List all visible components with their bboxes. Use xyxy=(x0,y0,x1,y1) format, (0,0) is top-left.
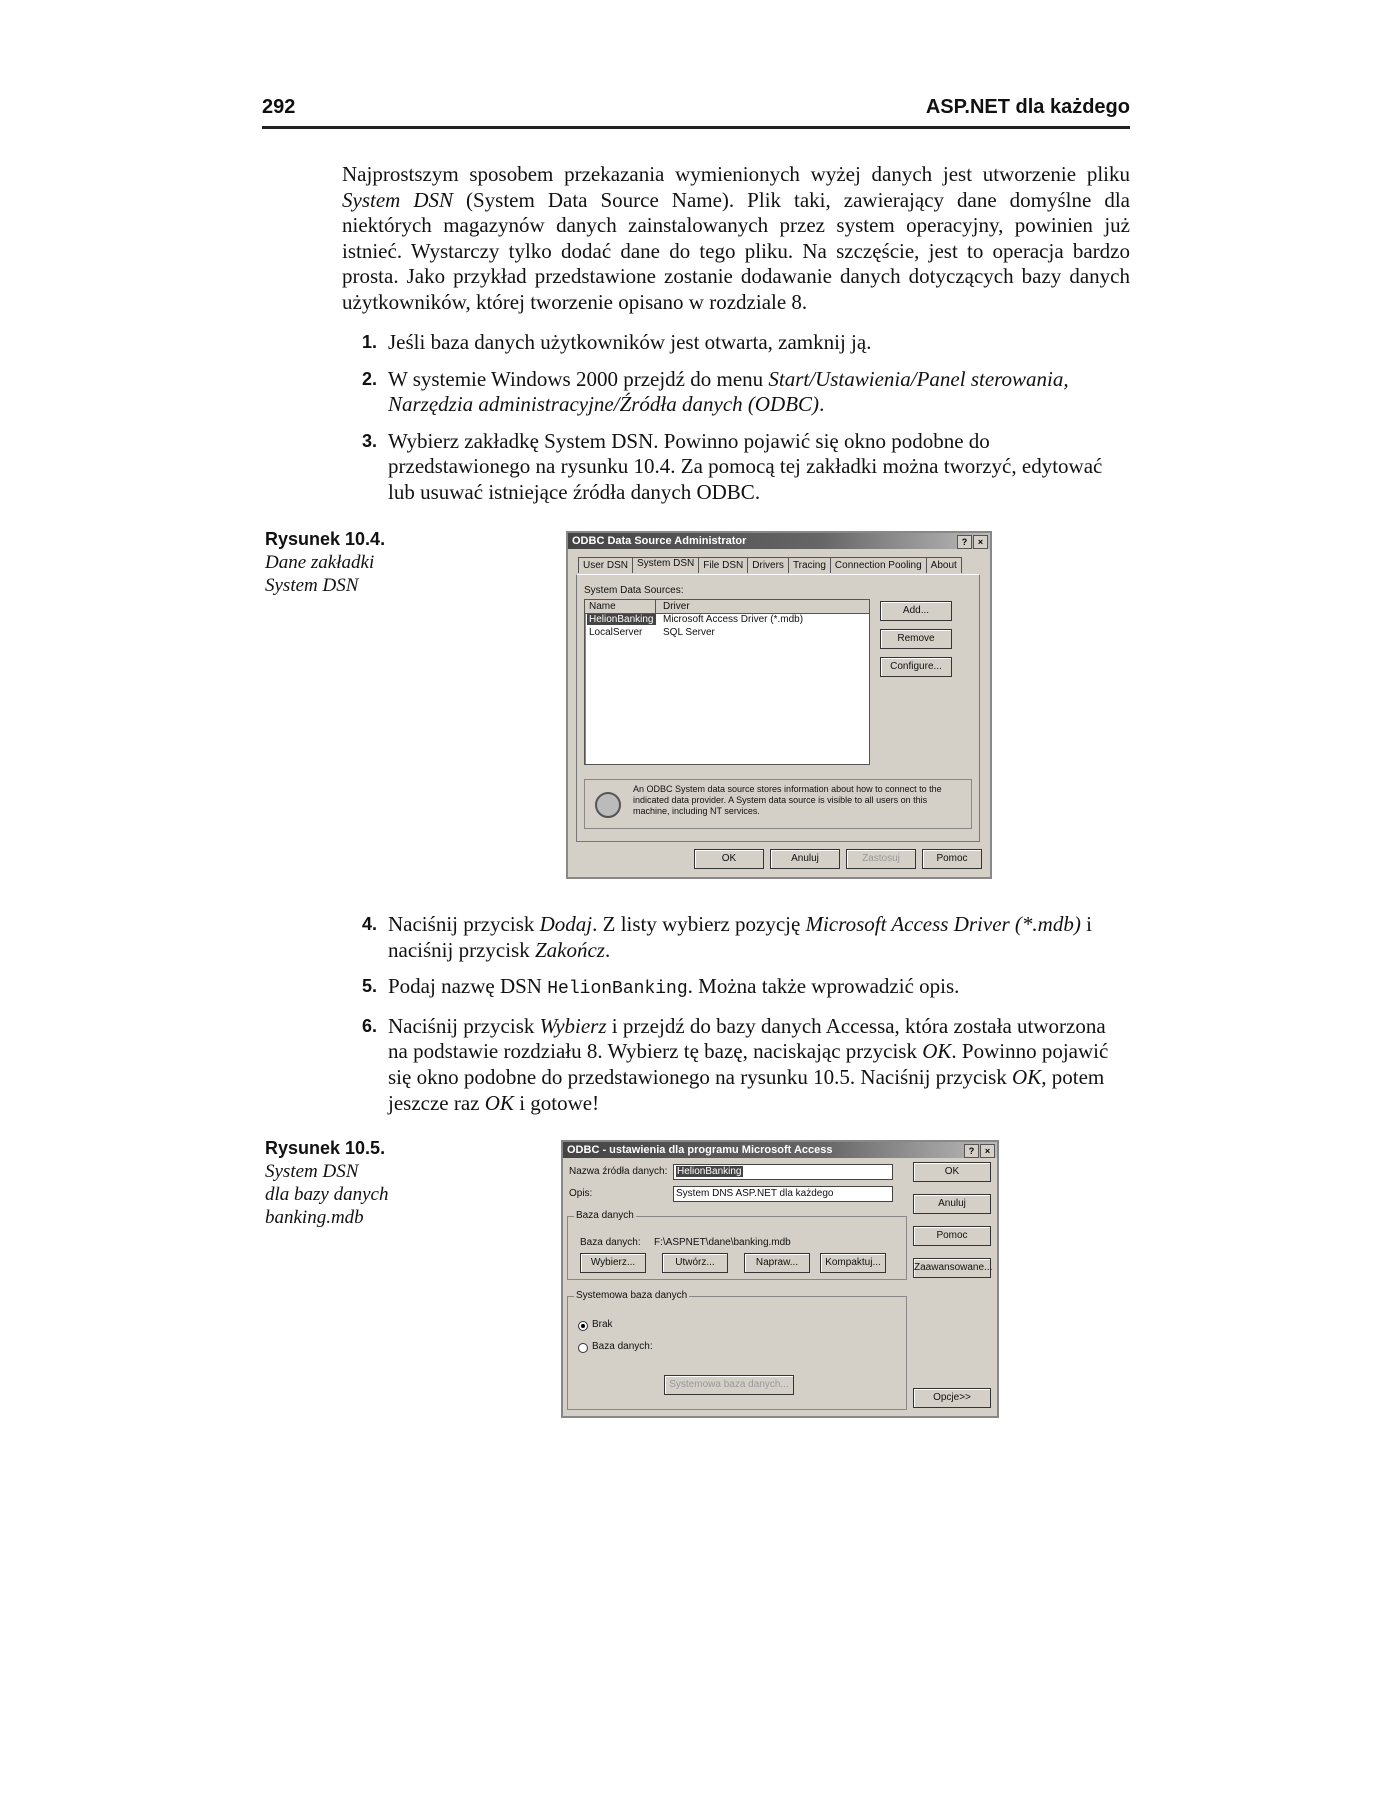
database-path: F:\ASPNET\dane\banking.mdb xyxy=(654,1237,791,1248)
running-header xyxy=(262,96,1130,129)
list-item[interactable]: HelionBanking Microsoft Access Driver (*.mdb) xyxy=(589,614,804,625)
tab-drivers[interactable]: Drivers xyxy=(747,557,789,573)
database-group: Baza danych Baza danych: F:\ASPNET\dane\banking.mdb Wybierz... Utwórz... Napraw... Kompaktuj... xyxy=(567,1216,907,1280)
data-source-name-label: Nazwa źródła danych: xyxy=(569,1166,668,1177)
info-box: An ODBC System data source stores information about how to connect to the indicated data provider. A System data source is visible to all users on this machine, including NT services. xyxy=(584,779,972,829)
cancel-button[interactable]: Anuluj xyxy=(770,849,840,869)
cancel-button[interactable]: Anuluj xyxy=(913,1194,991,1214)
book-title: ASP.NET dla każdego xyxy=(925,96,1130,118)
ok-button[interactable]: OK xyxy=(694,849,764,869)
close-icon[interactable]: × xyxy=(980,1144,995,1158)
page-number: 292 xyxy=(262,96,296,118)
help-button[interactable]: Pomoc xyxy=(922,849,982,869)
list-header xyxy=(585,600,869,614)
options-button[interactable]: Opcje>> xyxy=(913,1388,991,1408)
tab-user-dsn[interactable]: User DSN xyxy=(578,557,633,573)
tab-strip xyxy=(578,557,961,575)
help-icon[interactable]: ? xyxy=(957,535,972,549)
step-item: 1. Jeśli baza danych użytkowników jest otwarta, zamknij ją. xyxy=(362,330,872,354)
step-item: 4. Naciśnij przycisk Dodaj. Z listy wybierz pozycję Microsoft Access Driver (*.mdb) i naciśnij przycisk Zakończ. xyxy=(362,912,1092,962)
steps-list-2 xyxy=(362,912,1122,1127)
radio-none[interactable] xyxy=(578,1321,588,1331)
figure-caption-10-4: Rysunek 10.4. Dane zakładki System DSN xyxy=(265,529,386,596)
help-icon[interactable]: ? xyxy=(964,1144,979,1158)
tab-about[interactable]: About xyxy=(926,557,962,573)
tab-tracing[interactable]: Tracing xyxy=(788,557,831,573)
step-item: 5. Podaj nazwę DSN HelionBanking. Można także wprowadzić opis. xyxy=(362,974,960,1000)
system-database-group: Systemowa baza danych Brak Baza danych: Systemowa baza danych... xyxy=(567,1296,907,1410)
step-item: 6. Naciśnij przycisk Wybierz i przejdź do bazy danych Accessa, która została utworzona na podstawie rozdziału 8. Wybierz tę bazę, naciskając przycisk OK. Powinno pojawić się okno podobne do przedstawionego na rysunku 10.5. Naciśnij przycisk OK, potem jeszcze raz OK i gotowe! xyxy=(362,1013,1109,1115)
dialog-titlebar: ODBC Data Source Administrator ? × xyxy=(568,533,990,549)
compact-button[interactable]: Kompaktuj... xyxy=(820,1253,886,1273)
close-icon[interactable]: × xyxy=(973,535,988,549)
list-item[interactable]: LocalServer SQL Server xyxy=(589,627,715,638)
ok-button[interactable]: OK xyxy=(913,1162,991,1182)
odbc-access-setup-dialog xyxy=(561,1140,999,1418)
remove-button[interactable]: Remove xyxy=(880,629,952,649)
figure-caption-10-5: Rysunek 10.5. System DSN dla bazy danych banking.mdb xyxy=(265,1138,389,1228)
select-button[interactable]: Wybierz... xyxy=(580,1253,646,1273)
help-button[interactable]: Pomoc xyxy=(913,1226,991,1246)
data-source-name-input[interactable]: HelionBanking xyxy=(673,1164,893,1180)
steps-list-1 xyxy=(362,330,1122,517)
repair-button[interactable]: Napraw... xyxy=(744,1253,810,1273)
tab-file-dsn[interactable]: File DSN xyxy=(698,557,748,573)
description-input[interactable]: System DNS ASP.NET dla każdego xyxy=(673,1186,893,1202)
list-label: System Data Sources: xyxy=(584,585,684,596)
data-sources-list[interactable] xyxy=(584,599,870,765)
create-button[interactable]: Utwórz... xyxy=(662,1253,728,1273)
description-label: Opis: xyxy=(569,1188,593,1199)
column-header-name[interactable]: Name xyxy=(589,601,616,612)
odbc-globe-icon xyxy=(595,792,621,818)
radio-database-label: Baza danych: xyxy=(592,1341,653,1352)
tab-connection-pooling[interactable]: Connection Pooling xyxy=(830,557,927,573)
intro-paragraph: Najprostszym sposobem przekazania wymienionych wyżej danych jest utworzenie pliku System DSN (System Data Source Name). Plik taki, zawierający dane domyślne dla niektórych magazynów danych zainstalowanych przez system operacyjny, powinien już istnieć. Wystarczy tylko dodać dane do tego pliku. Na szczęście, jest to operacja bardzo prosta. Jako przykład przedstawione zostanie dodawanie danych dotyczących bazy danych użytkowników, której tworzenie opisano w rozdziale 8. xyxy=(342,162,1130,314)
step-item: 2. W systemie Windows 2000 przejdź do menu Start/Ustawienia/Panel sterowania, Narzędzia administracyjne/Źródła danych (ODBC). xyxy=(362,366,1069,417)
radio-database[interactable] xyxy=(578,1343,588,1353)
system-database-button[interactable]: Systemowa baza danych... xyxy=(664,1375,794,1395)
database-label: Baza danych: xyxy=(580,1237,641,1248)
add-button[interactable]: Add... xyxy=(880,601,952,621)
column-header-driver[interactable]: Driver xyxy=(663,601,690,612)
dialog-titlebar: ODBC - ustawienia dla programu Microsoft Access ? × xyxy=(563,1142,997,1158)
tab-system-dsn[interactable]: System DSN xyxy=(632,557,699,571)
odbc-admin-dialog xyxy=(566,531,992,879)
advanced-button[interactable]: Zaawansowane... xyxy=(913,1258,991,1278)
configure-button[interactable]: Configure... xyxy=(880,657,952,677)
radio-none-label: Brak xyxy=(592,1319,613,1330)
apply-button[interactable]: Zastosuj xyxy=(846,849,916,869)
step-item: 3. Wybierz zakładkę System DSN. Powinno pojawić się okno podobne do przedstawionego na rysunku 10.4. Za pomocą tej zakładki można tworzyć, edytować lub usuwać istniejące źródła danych ODBC. xyxy=(362,428,1103,504)
